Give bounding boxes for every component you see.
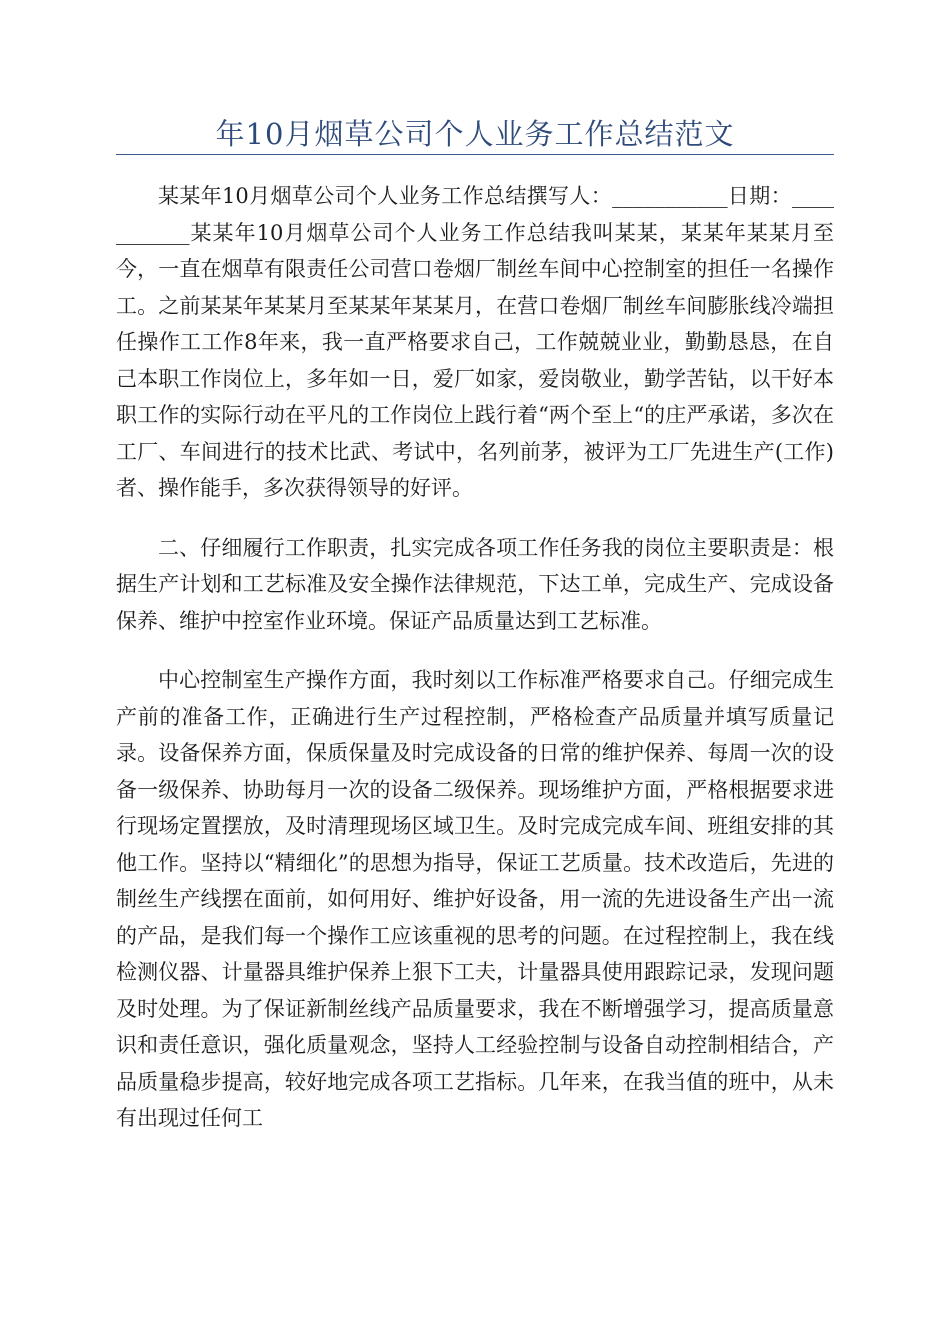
- title-underline: [116, 154, 834, 155]
- paragraph-intro: 某某年10月烟草公司个人业务工作总结撰写人：___________日期：___________某某年10月烟草公司个人业务工作总结我叫某某，某某年某某月至今，一直在烟草有限责任公司营口卷烟厂制丝车间中心控制室的担任一名操作工。之前某某年某某月至某某年某某月，在营口卷烟厂制丝车间膨胀线冷端担任操作工工作8年来，我一直严格要求自己，工作兢兢业业，勤勤恳恳，在自己本职工作岗位上，多年如一日，爱厂如家，爱岗敬业，勤学苦钻，以干好本职工作的实际行动在平凡的工作岗位上践行着“两个至上“的庄严承诺，多次在工厂、车间进行的技术比武、考试中，名列前茅，被评为工厂先进生产(工作)者、操作能手，多次获得领导的好评。: [116, 184, 834, 500]
- paragraph-duties: 二、仔细履行工作职责，扎实完成各项工作任务我的岗位主要职责是：根据生产计划和工艺标准及安全操作法律规范，下达工单，完成生产、完成设备保养、维护中控室作业环境。保证产品质量达到工艺标准。: [116, 535, 834, 633]
- document-body: [116, 178, 834, 1160]
- paragraph-control-room: 中心控制室生产操作方面，我时刻以工作标准严格要求自己。仔细完成生产前的准备工作，正确进行生产过程控制，严格检查产品质量并填写质量记录。设备保养方面，保质保量及时完成设备的日常的维护保养、每周一次的设备一级保养、协助每月一次的设备二级保养。现场维护方面，严格根据要求进行现场定置摆放，及时清理现场区域卫生。及时完成完成车间、班组安排的其他工作。坚持以“精细化”的思想为指导，保证工艺质量。技术改造后，先进的制丝生产线摆在面前，如何用好、维护好设备，用一流的先进设备生产出一流的产品，是我们每一个操作工应该重视的思考的问题。在过程控制上，我在线检测仪器、计量器具维护保养上狠下工夫，计量器具使用跟踪记录，发现问题及时处理。为了保证新制丝线产品质量要求，我在不断增强学习，提高质量意识和责任意识，强化质量观念，坚持人工经验控制与设备自动控制相结合，产品质量稳步提高，较好地完成各项工艺指标。几年来，在我当值的班中，从未有出现过任何工: [116, 668, 834, 1130]
- document-title: 年10月烟草公司个人业务工作总结范文: [215, 117, 735, 151]
